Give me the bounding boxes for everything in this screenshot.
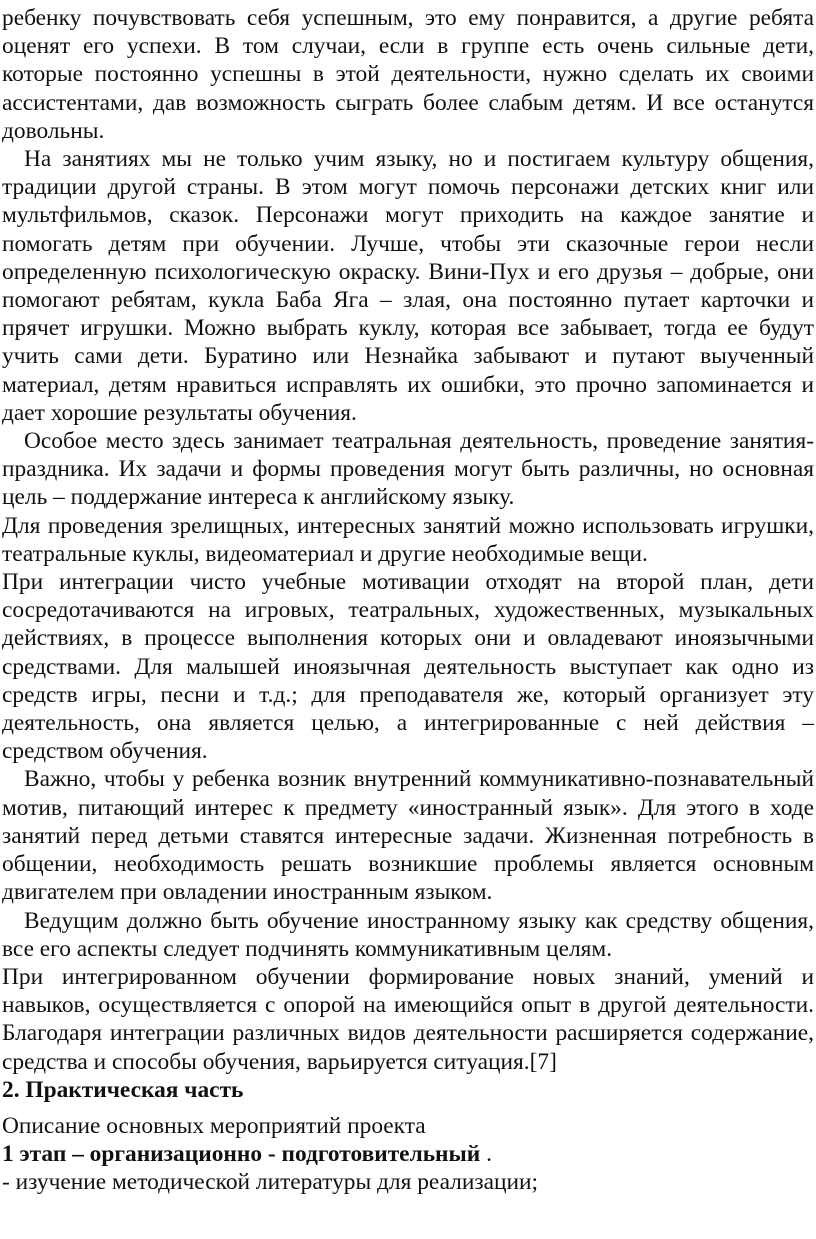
paragraph: ребенку почувствовать себя успешным, это ему понравится, а другие ребята оценят его успехи. В том случаи, если в группе есть очень сильные дети, которые постоянно успешны в этой деятельности, нужно сделать их своими ассистентами, дав возможность сыграть более слабым детям. И все останутся довольны. xyxy=(2,5,814,144)
paragraph: Для проведения зрелищных, интересных занятий можно использовать игрушки, театральные куклы, видеоматериал и другие необходимые вещи. xyxy=(2,512,814,567)
paragraph: При интегрированном обучении формирование новых знаний, умений и навыков, осуществляется с опорой на имеющийся опыт в другой деятельности. Благодаря интеграции различных видов деятельности расширяется содержание, средства и способы обучения, варьируется ситуация.[7] xyxy=(2,963,814,1075)
paragraph: Важно, чтобы у ребенка возник внутренний коммуникативно-познавательный мотив, питающий интерес к предмету «иностранный язык». Для этого в ходе занятий перед детьми ставятся интересные задачи. Жизненная потребность в общении, необходимость решать возникшие проблемы является основным двигателем при овладении иностранным языком. xyxy=(2,766,814,906)
stage-suffix: . xyxy=(480,1141,492,1168)
stage-label: 1 этап – организационно - подготовительный xyxy=(2,1141,481,1168)
list-item: - изучение методической литературы для реализации; xyxy=(2,1169,539,1196)
paragraph: Ведущим должно быть обучение иностранному языку как средству общения, все его аспекты следует подчинять коммуникативным целям. xyxy=(2,907,814,962)
subtitle: Описание основных мероприятий проекта xyxy=(2,1112,426,1139)
paragraph: Особое место здесь занимает театральная деятельность, проведение занятия-праздника. Их задачи и формы проведения могут быть различны, но основная цель – поддержание интереса к английскому языку. xyxy=(2,428,814,511)
stage-line xyxy=(2,1140,814,1168)
paragraph: При интеграции чисто учебные мотивации отходят на второй план, дети сосредотачиваются на игровых, театральных, художественных, музыкальных действиях, в процессе выполнения которых они и овладевают иноязычными средствами. Для малышей иноязычная деятельность выступает как одно из средств игры, песни и т.д.; для преподавателя же, который организует эту деятельность, она является целью, а интегрированные с ней действия – средством обучения. xyxy=(2,569,814,765)
section-heading: 2. Практическая часть xyxy=(2,1076,244,1103)
paragraph: На занятиях мы не только учим языку, но и постигаем культуру общения, традиции другой страны. В этом могут помочь персонажи детских книг или мультфильмов, сказок. Персонажи могут приходить на каждое занятие и помогать детям при обучении. Лучше, чтобы эти сказочные герои несли определенную психологическую окраску. Вини-Пух и его друзья – добрые, они помогают ребятам, кукла Баба Яга – злая, она постоянно путает карточки и прячет игрушки. Можно выбрать куклу, которая все забывает, тогда ее будут учить сами дети. Буратино или Незнайка забывают и путают выученный материал, детям нравиться исправлять их ошибки, это прочно запоминается и дает хорошие результаты обучения. xyxy=(2,146,814,426)
